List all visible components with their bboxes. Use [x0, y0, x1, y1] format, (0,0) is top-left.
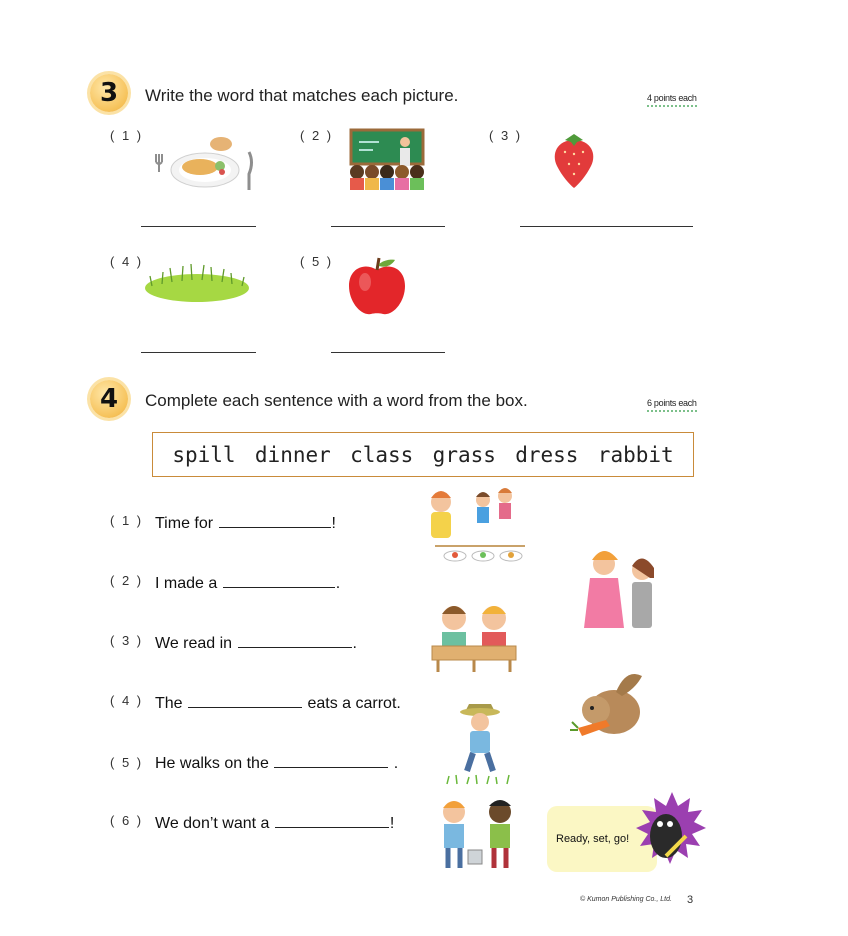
answer-line-3-4[interactable]: [141, 352, 256, 353]
answer-line-3-2[interactable]: [331, 226, 445, 227]
answer-blank[interactable]: [188, 691, 302, 708]
answer-line-3-1[interactable]: [141, 226, 256, 227]
answer-blank[interactable]: [219, 511, 331, 528]
answer-blank[interactable]: [274, 751, 388, 768]
page-number: 3: [687, 894, 694, 906]
question-4-3-number: ( 3 ): [110, 633, 144, 648]
question-4-2-number: ( 2 ): [110, 573, 144, 588]
section-3-number: 3: [99, 78, 119, 108]
section-4-points: 6 points each: [647, 398, 697, 412]
spill-kids-icon: [432, 796, 524, 876]
word-box-word: grass: [432, 442, 496, 467]
question-3-1-number: ( 1 ): [110, 128, 144, 143]
section-3-points: 4 points each: [647, 93, 697, 107]
sentence-4-1: [155, 511, 336, 533]
strawberry-icon: [549, 130, 599, 190]
rabbit-icon: [570, 672, 652, 752]
answer-blank[interactable]: [238, 631, 352, 648]
class-icon: [345, 128, 429, 192]
answer-blank[interactable]: [223, 571, 335, 588]
question-4-1-number: ( 1 ): [110, 513, 144, 528]
answer-line-3-3[interactable]: [520, 226, 693, 227]
speech-bubble-text: Ready, set, go!: [556, 833, 630, 845]
sentence-text: .: [389, 755, 399, 772]
question-3-2-number: ( 2 ): [300, 128, 334, 143]
sentence-text: Time for: [155, 515, 218, 532]
sentence-4-2: [155, 571, 340, 593]
sentence-text: We don’t want a: [155, 815, 274, 832]
word-box-word: spill: [172, 442, 236, 467]
sentence-text: .: [335, 575, 341, 592]
answer-blank[interactable]: [275, 811, 389, 828]
section-4-number: 4: [99, 384, 119, 414]
sentence-text: He walks on the: [155, 755, 274, 772]
question-3-5-number: ( 5 ): [300, 254, 334, 269]
dress-making-icon: [580, 544, 662, 634]
sentence-text: !: [331, 515, 336, 532]
sentence-text: eats a carrot.: [303, 695, 401, 712]
copyright: © Kumon Publishing Co., Ltd.: [580, 896, 672, 903]
sentence-text: !: [389, 815, 395, 832]
section-4-instruction: Complete each sentence with a word from the box.: [145, 391, 528, 410]
dinner-plate-icon: [150, 134, 258, 194]
hedgehog-mascot-icon: [636, 790, 708, 878]
apple-icon: [345, 256, 409, 318]
sentence-text: .: [352, 635, 357, 652]
question-4-6-number: ( 6 ): [110, 813, 144, 828]
word-box-word: rabbit: [597, 442, 674, 467]
word-box-word: dress: [515, 442, 579, 467]
class-reading-icon: [430, 600, 520, 674]
question-4-5-number: ( 5 ): [110, 755, 144, 770]
sentence-text: We read in: [155, 635, 237, 652]
boy-walking-grass-icon: [443, 700, 517, 790]
word-box-word: class: [350, 442, 414, 467]
sentence-4-5: [155, 751, 398, 773]
sentence-4-6: [155, 811, 394, 833]
word-box-word: dinner: [254, 442, 331, 467]
sentence-text: The: [155, 695, 188, 712]
question-4-4-number: ( 4 ): [110, 693, 144, 708]
answer-line-3-5[interactable]: [331, 352, 445, 353]
sentence-4-3: [155, 631, 357, 653]
dinner-time-family-icon: [425, 484, 529, 572]
question-3-3-number: ( 3 ): [489, 128, 523, 143]
section-3-instruction: Write the word that matches each picture.: [145, 86, 459, 105]
sentence-4-4: [155, 691, 401, 713]
section-4-badge: [90, 380, 128, 418]
section-3-badge: [90, 74, 128, 112]
word-box: [152, 432, 694, 477]
grass-icon: [142, 262, 252, 306]
question-3-4-number: ( 4 ): [110, 254, 144, 269]
sentence-text: I made a: [155, 575, 222, 592]
